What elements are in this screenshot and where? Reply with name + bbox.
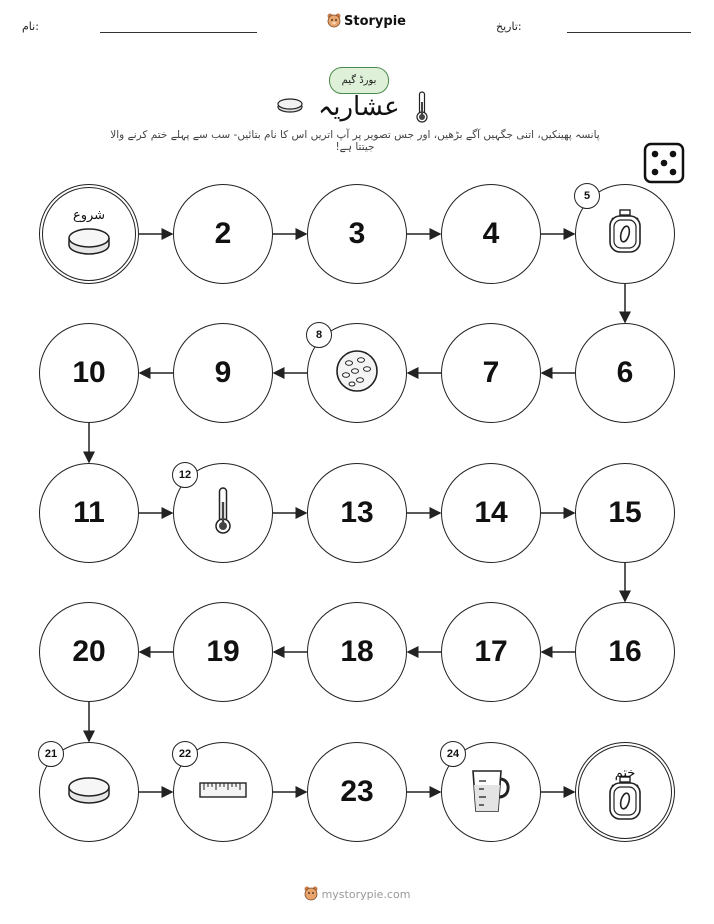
ruler-icon xyxy=(198,779,248,805)
instructions: پانسہ پھینکیں، اتنی جگہیں آگے بڑھیں، اور جس تصویر پر آپ اتریں اس کا نام بتائیں- سب سے پہلے ختم کرنے والا جیتتا ہے! xyxy=(110,129,600,153)
space-number: 19 xyxy=(206,635,240,668)
board-space-21[interactable] xyxy=(39,742,139,842)
board-space-19[interactable] xyxy=(173,602,273,702)
space-number: 11 xyxy=(73,496,105,529)
space-number-tag: 8 xyxy=(306,322,332,348)
board-space-23[interactable] xyxy=(307,742,407,842)
space-number: 6 xyxy=(616,356,634,389)
board-space-7[interactable] xyxy=(441,323,541,423)
space-number: 17 xyxy=(474,635,508,668)
board-space-24[interactable] xyxy=(441,742,541,842)
footer-url[interactable]: mystorypie.com xyxy=(321,887,411,901)
stopwatch-icon xyxy=(607,776,643,826)
space-number: 4 xyxy=(482,217,500,250)
board-space-10[interactable] xyxy=(39,323,139,423)
space-number: 7 xyxy=(482,356,500,389)
finish-space[interactable] xyxy=(575,742,675,842)
finish-label: ختم xyxy=(614,766,636,781)
bear-icon xyxy=(304,886,318,902)
space-number-tag: 12 xyxy=(172,462,198,488)
board-space-20[interactable] xyxy=(39,602,139,702)
coin-icon xyxy=(65,224,113,262)
board-space-16[interactable] xyxy=(575,602,675,702)
page-title: عشاریہ xyxy=(318,92,400,122)
brand-name: Storypie xyxy=(344,13,406,29)
board-space-22[interactable] xyxy=(173,742,273,842)
coin-icon xyxy=(65,773,113,811)
board-space-5[interactable] xyxy=(575,184,675,284)
board-space-9[interactable] xyxy=(173,323,273,423)
space-number: 18 xyxy=(340,635,374,668)
board-space-15[interactable] xyxy=(575,463,675,563)
date-label: تاریخ: xyxy=(496,20,522,33)
space-number-tag: 21 xyxy=(38,741,64,767)
board-space-2[interactable] xyxy=(173,184,273,284)
stopwatch-icon xyxy=(607,209,643,259)
board-space-6[interactable] xyxy=(575,323,675,423)
thermometer-icon xyxy=(212,486,234,540)
space-number: 20 xyxy=(72,635,106,668)
space-number-tag: 22 xyxy=(172,741,198,767)
start-space[interactable] xyxy=(39,184,139,284)
board-space-18[interactable] xyxy=(307,602,407,702)
board-space-17[interactable] xyxy=(441,602,541,702)
board-space-14[interactable] xyxy=(441,463,541,563)
footer xyxy=(0,886,714,902)
board-space-4[interactable] xyxy=(441,184,541,284)
name-label: نام: xyxy=(22,20,39,33)
board-space-12[interactable] xyxy=(173,463,273,563)
board-space-11[interactable] xyxy=(39,463,139,563)
space-number: 2 xyxy=(214,217,232,250)
space-number: 14 xyxy=(474,496,508,529)
space-number-tag: 24 xyxy=(440,741,466,767)
measuring-cup-icon xyxy=(467,765,515,819)
space-number: 3 xyxy=(348,217,366,250)
space-number: 15 xyxy=(608,496,642,529)
cookie-icon xyxy=(333,347,381,399)
space-number: 23 xyxy=(340,775,374,808)
board-space-8[interactable] xyxy=(307,323,407,423)
space-number: 13 xyxy=(340,496,374,529)
space-number: 9 xyxy=(214,356,232,389)
start-label: شروع xyxy=(72,208,106,223)
board-game-badge: بورڈ گیم xyxy=(329,67,389,94)
board-space-13[interactable] xyxy=(307,463,407,563)
board-space-3[interactable] xyxy=(307,184,407,284)
space-number: 16 xyxy=(608,635,642,668)
space-number-tag: 5 xyxy=(574,183,600,209)
space-number: 10 xyxy=(72,356,106,389)
